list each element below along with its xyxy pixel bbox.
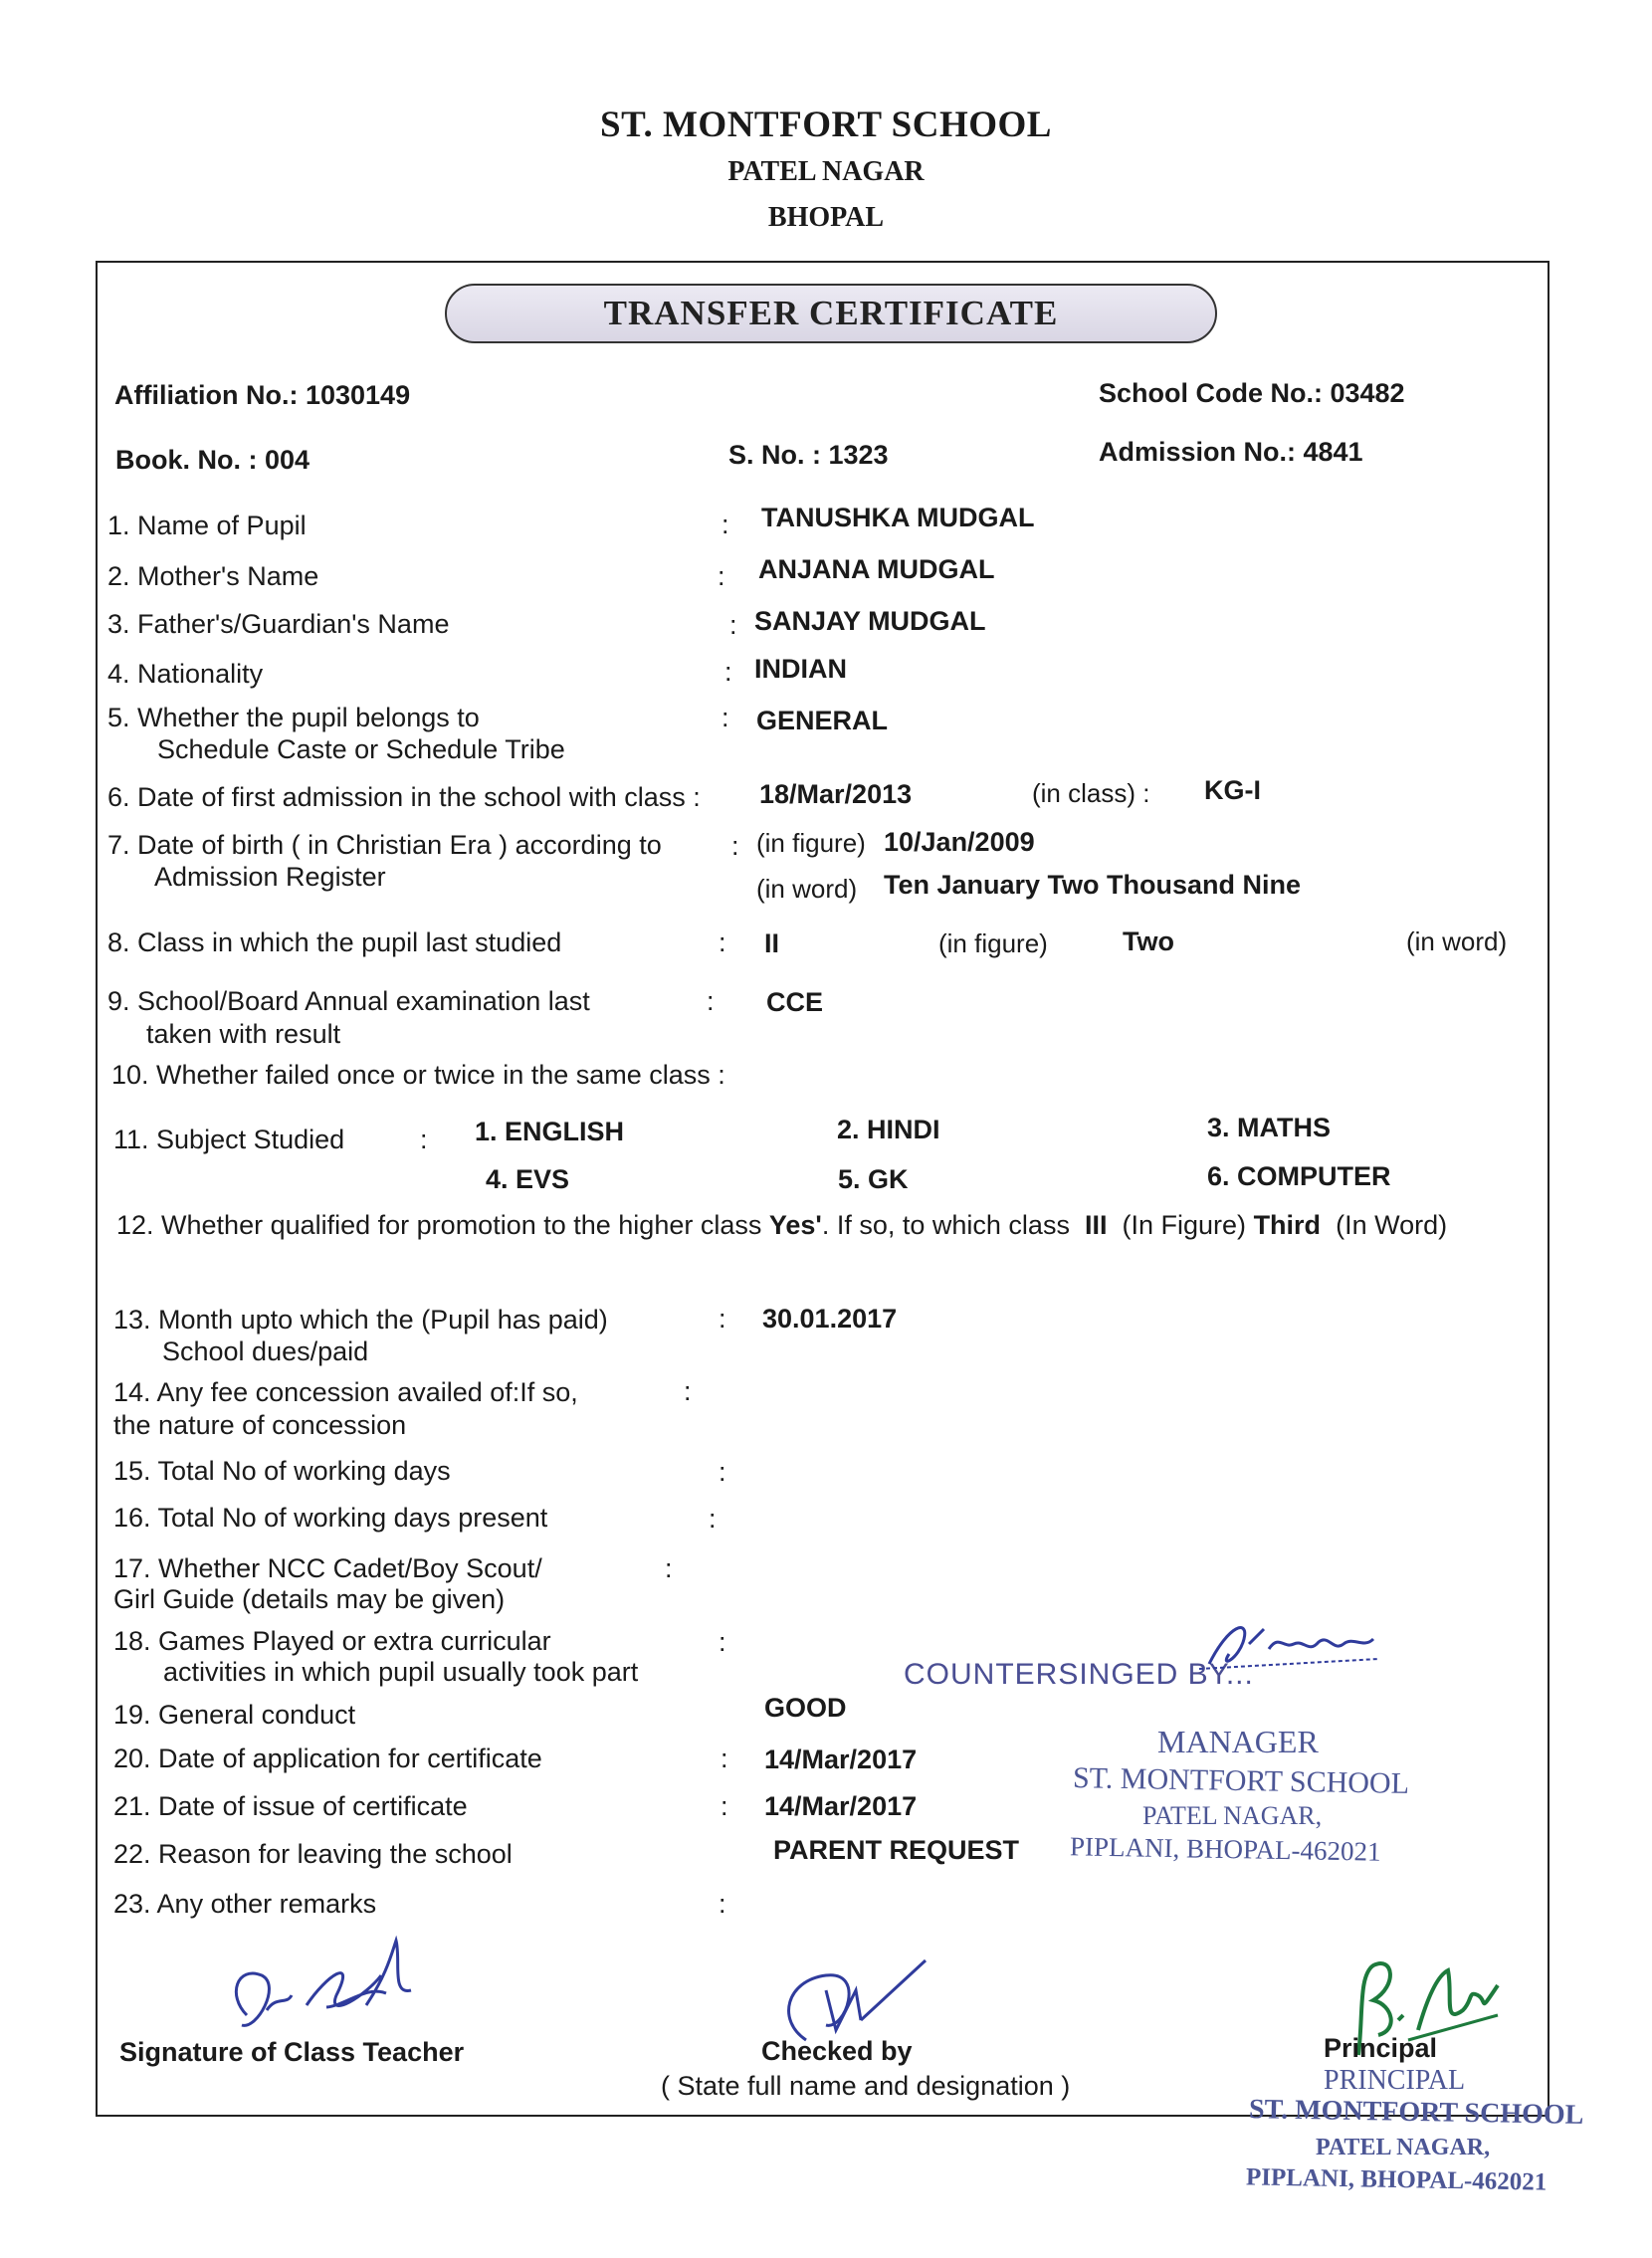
field-23-label: 23. Any other remarks (113, 1889, 377, 1919)
manager-stamp-title: MANAGER (1157, 1724, 1319, 1759)
manager-stamp-address: PIPLANI, BHOPAL-462021 (1069, 1831, 1381, 1867)
checked-by-note: ( State full name and designation ) (661, 2071, 1071, 2101)
field-13-label-1: 13. Month upto which the (Pupil has paid) (113, 1305, 608, 1334)
certificate-title: TRANSFER CERTIFICATE (603, 294, 1059, 332)
field-14-label-2: the nature of concession (113, 1410, 407, 1440)
field-19-value: GOOD (764, 1693, 847, 1723)
field-11-colon: : (420, 1125, 428, 1154)
subject-3: 3. MATHS (1207, 1113, 1332, 1142)
field-6-class: KG-I (1204, 775, 1261, 805)
field-9-colon: : (707, 986, 715, 1016)
field-1-colon: : (722, 510, 729, 539)
field-6-value: 18/Mar/2013 (759, 779, 913, 809)
checked-by-label: Checked by (761, 2036, 913, 2066)
field-7-figure: 10/Jan/2009 (884, 827, 1035, 857)
subject-1: 1. ENGLISH (475, 1117, 625, 1146)
field-15-label: 15. Total No of working days (113, 1456, 451, 1486)
field-11-label: 11. Subject Studied (113, 1125, 345, 1154)
field-23-colon: : (719, 1889, 726, 1919)
field-4-label: 4. Nationality (107, 659, 264, 689)
affiliation-no: Affiliation No.: 1030149 (114, 380, 411, 410)
field-8-figure: II (764, 928, 780, 958)
field-12-mid: . If so, to which class (821, 1210, 1070, 1240)
field-18-colon: : (719, 1627, 726, 1657)
field-1-value: TANUSHKA MUDGAL (761, 503, 1035, 532)
field-12-in-word: (In Word) (1336, 1210, 1448, 1240)
field-21-colon: : (721, 1791, 728, 1821)
field-5-colon: : (722, 703, 729, 732)
serial-no: S. No. : 1323 (728, 440, 889, 470)
principal-stamp-area: PATEL NAGAR, (1316, 2135, 1491, 2160)
field-2-label: 2. Mother's Name (107, 561, 319, 591)
subject-2: 2. HINDI (837, 1115, 940, 1144)
field-6-in-class: (in class) : (1032, 778, 1150, 808)
field-12-in-figure: (In Figure) (1122, 1210, 1247, 1240)
subject-5: 5. GK (838, 1164, 909, 1194)
field-20-colon: : (721, 1744, 728, 1773)
field-18-label-1: 18. Games Played or extra curricular (113, 1626, 551, 1656)
field-7-in-word: (in word) (756, 874, 858, 904)
field-3-colon: : (729, 610, 737, 640)
school-name: ST. MONTFORT SCHOOL (600, 104, 1052, 145)
field-19-label: 19. General conduct (113, 1700, 356, 1730)
field-16-colon: : (709, 1504, 717, 1534)
admission-no: Admission No.: 4841 (1099, 437, 1363, 467)
manager-stamp-school: ST. MONTFORT SCHOOL (1072, 1761, 1410, 1800)
field-14-label-1: 14. Any fee concession availed of:If so, (113, 1377, 578, 1407)
field-8-label: 8. Class in which the pupil last studied (107, 927, 562, 957)
subject-6: 6. COMPUTER (1207, 1161, 1391, 1191)
field-18-label-2: activities in which pupil usually took part (163, 1657, 639, 1687)
field-20-label: 20. Date of application for certificate (113, 1744, 542, 1773)
field-10-label: 10. Whether failed once or twice in the same class : (111, 1060, 725, 1090)
field-3-label: 3. Father's/Guardian's Name (107, 609, 450, 639)
manager-signature (1189, 1614, 1388, 1684)
school-code-no: School Code No.: 03482 (1099, 378, 1405, 408)
field-4-colon: : (724, 657, 732, 687)
countersigned-text: COUNTERSINGED BY... (904, 1658, 1254, 1691)
certificate-title-banner (445, 284, 1217, 343)
field-17-colon: : (665, 1553, 673, 1583)
field-22-value: PARENT REQUEST (773, 1835, 1020, 1865)
field-9-label-2: taken with result (146, 1019, 341, 1049)
field-13-value: 30.01.2017 (762, 1304, 898, 1334)
field-7-colon: : (731, 831, 739, 861)
field-7-word: Ten January Two Thousand Nine (884, 870, 1302, 900)
field-1-label: 1. Name of Pupil (107, 511, 307, 540)
field-21-value: 14/Mar/2017 (764, 1791, 918, 1821)
field-5-value: GENERAL (756, 706, 889, 735)
school-area: PATEL NAGAR (727, 156, 925, 187)
principal-label: Principal (1324, 2033, 1438, 2063)
principal-stamp-title: PRINCIPAL (1324, 2065, 1466, 2096)
field-13-label-2: School dues/paid (162, 1336, 369, 1366)
field-12-class: III (1084, 1210, 1108, 1240)
field-12-yes: Yes' (768, 1210, 822, 1240)
field-12-prefix: 12. Whether qualified for promotion to the higher class (116, 1210, 762, 1240)
class-teacher-signature-label: Signature of Class Teacher (119, 2037, 465, 2067)
principal-stamp-address: PIPLANI, BHOPAL-462021 (1245, 2163, 1548, 2196)
field-7-in-figure: (in figure) (756, 828, 866, 858)
field-4-value: INDIAN (754, 654, 847, 684)
class-teacher-signature (217, 1936, 436, 2045)
field-16-label: 16. Total No of working days present (113, 1503, 548, 1533)
field-7-label-2: Admission Register (154, 862, 386, 892)
field-13-colon: : (719, 1304, 726, 1334)
field-17-label-2: Girl Guide (details may be given) (113, 1584, 506, 1614)
field-8-word: Two (1123, 926, 1174, 956)
principal-stamp-school: ST. MONTFORT SCHOOL (1248, 2094, 1584, 2131)
field-12-word: Third (1253, 1210, 1322, 1240)
school-city: BHOPAL (767, 202, 885, 233)
field-8-in-word: (in word) (1406, 926, 1508, 956)
field-20-value: 14/Mar/2017 (764, 1745, 918, 1774)
book-no: Book. No. : 004 (115, 445, 310, 475)
field-17-label-1: 17. Whether NCC Cadet/Boy Scout/ (113, 1553, 542, 1583)
field-6-label: 6. Date of first admission in the school with class : (107, 782, 701, 812)
field-14-colon: : (684, 1376, 692, 1406)
field-8-colon: : (719, 927, 726, 957)
field-9-value: CCE (766, 987, 824, 1017)
field-12-line (116, 1210, 1447, 1241)
field-7-label-1: 7. Date of birth ( in Christian Era ) according to (107, 830, 662, 860)
field-2-value: ANJANA MUDGAL (758, 554, 995, 584)
field-3-value: SANJAY MUDGAL (754, 606, 986, 636)
field-8-in-figure: (in figure) (938, 928, 1048, 958)
field-21-label: 21. Date of issue of certificate (113, 1791, 468, 1821)
field-22-label: 22. Reason for leaving the school (113, 1839, 513, 1869)
subject-4: 4. EVS (486, 1164, 570, 1194)
field-2-colon: : (718, 561, 725, 591)
manager-stamp-area: PATEL NAGAR, (1142, 1801, 1323, 1830)
field-9-label-1: 9. School/Board Annual examination last (107, 986, 590, 1016)
field-15-colon: : (719, 1457, 726, 1487)
field-5-label-1: 5. Whether the pupil belongs to (107, 703, 480, 732)
field-5-label-2: Schedule Caste or Schedule Tribe (157, 734, 565, 764)
